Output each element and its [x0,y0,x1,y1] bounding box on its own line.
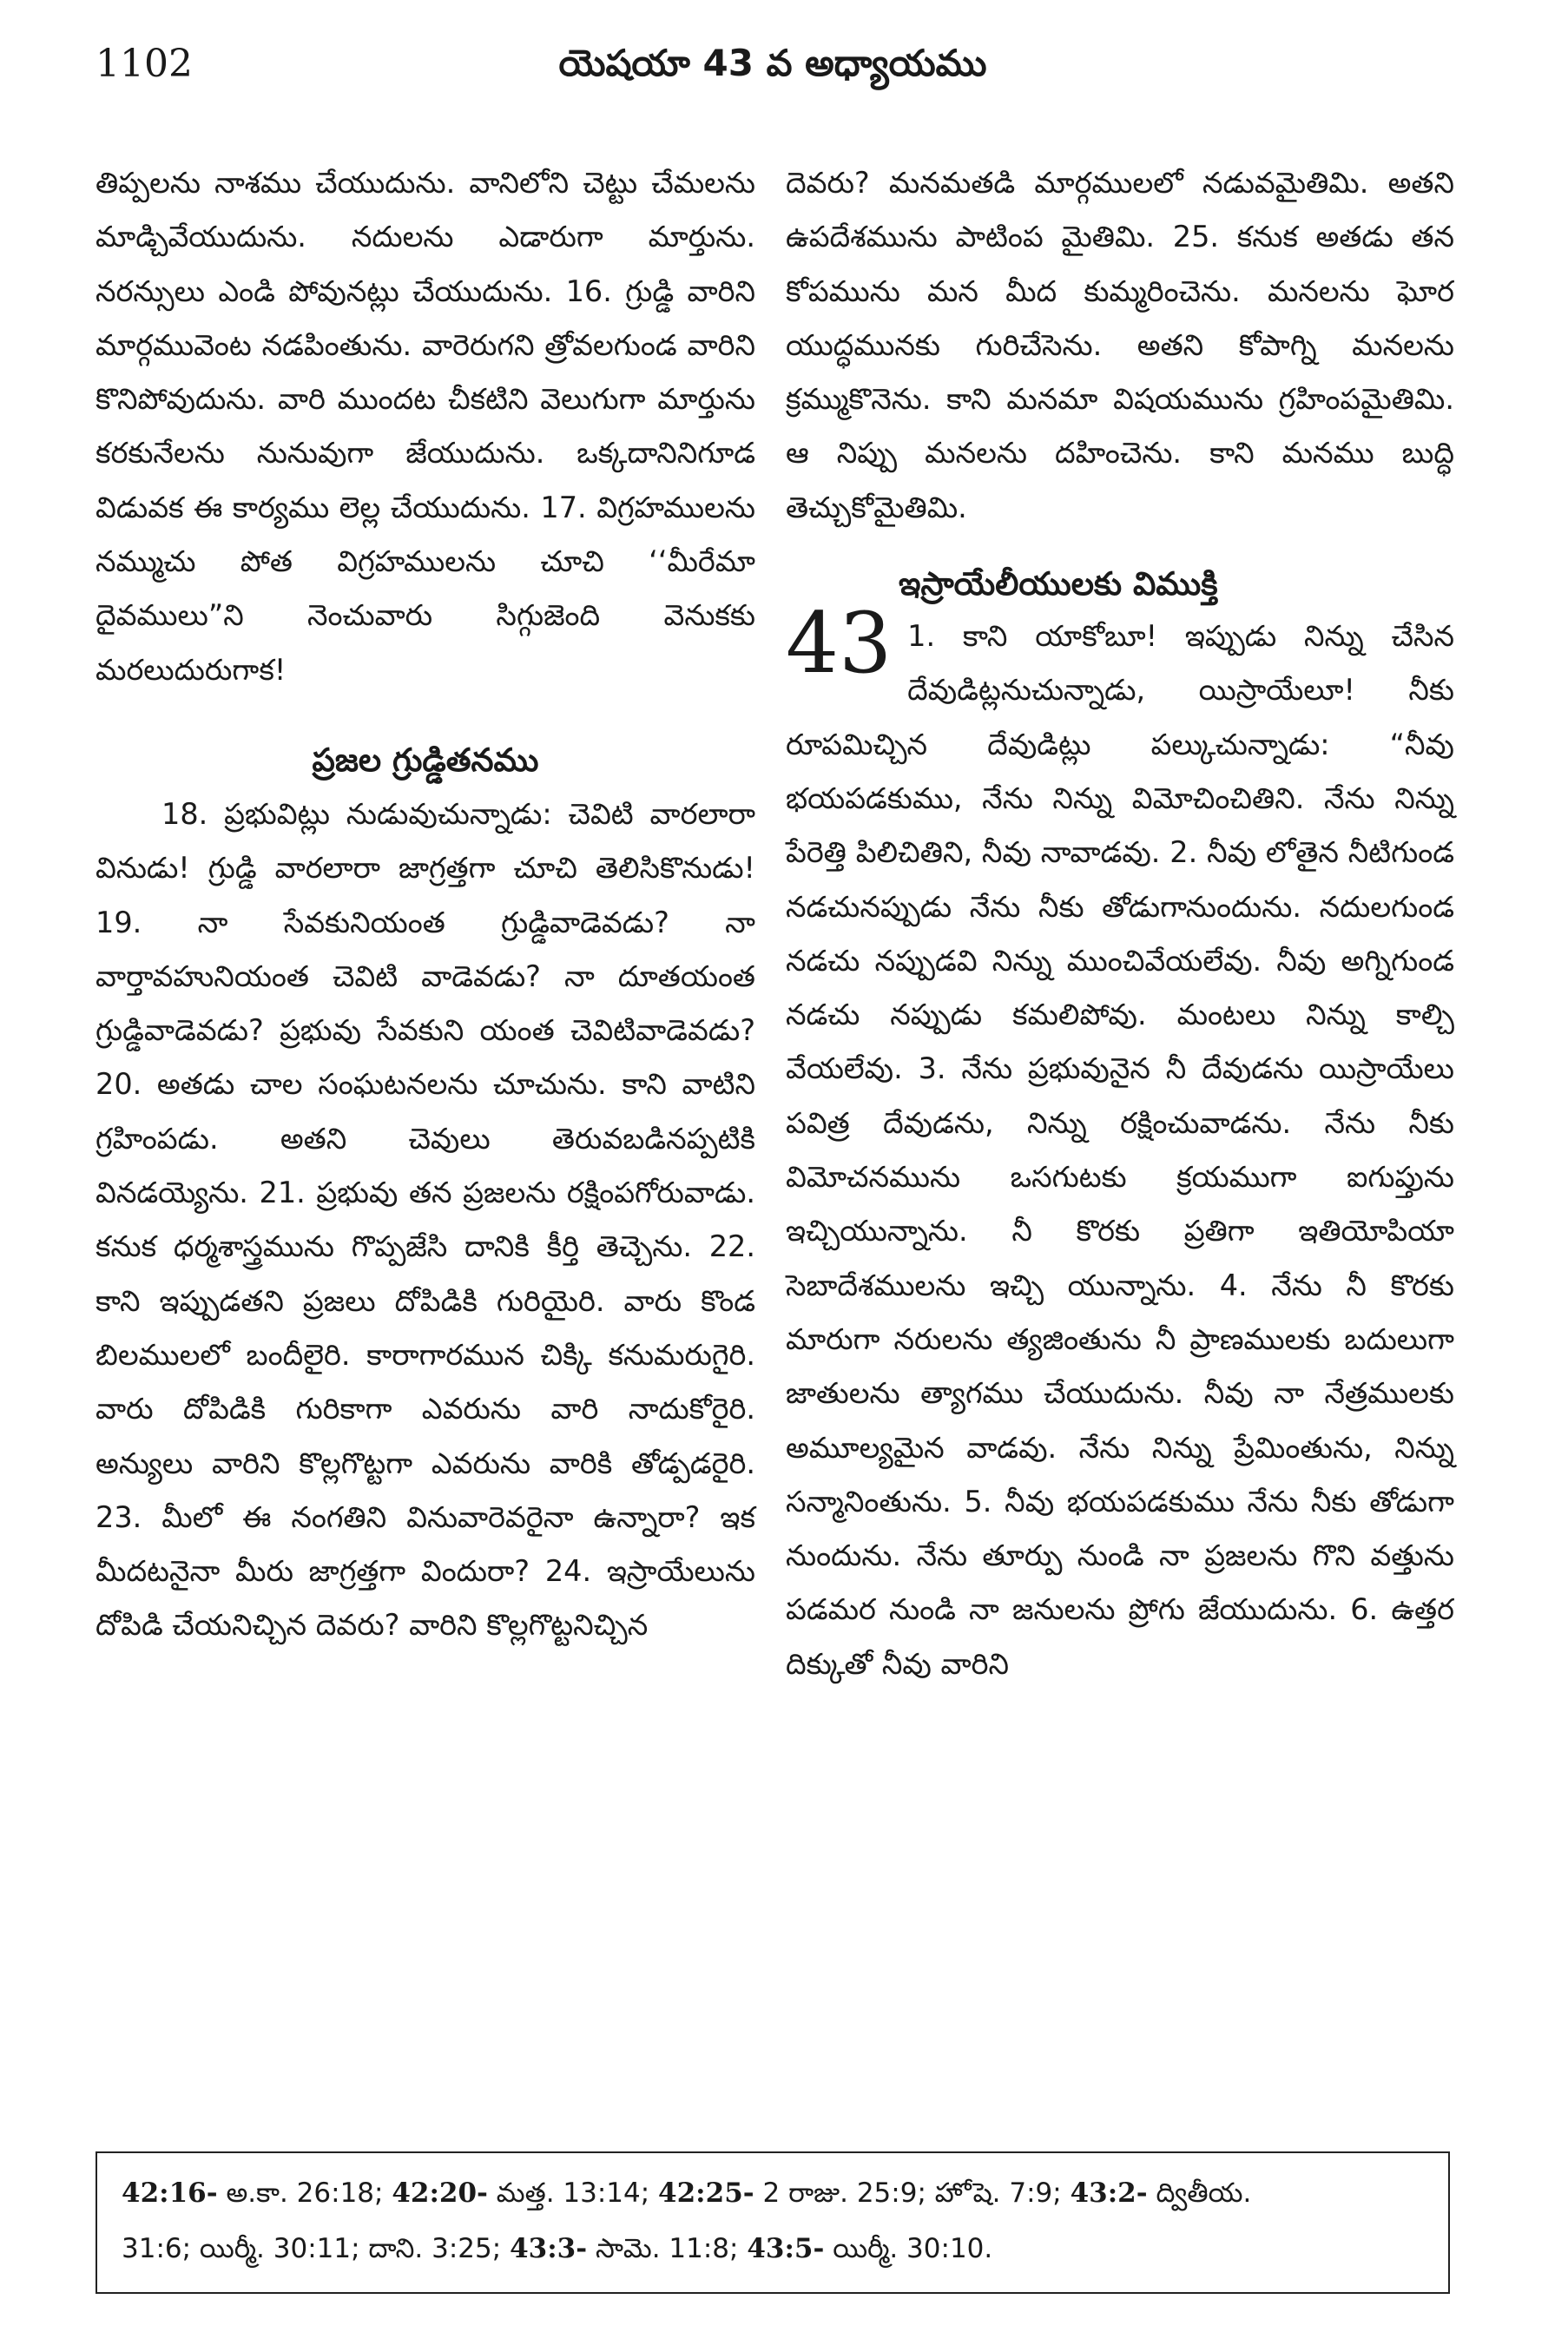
right-paragraph-2 [786,595,1454,1691]
footnote-text: అ.కా. 26:18; [217,2177,392,2209]
left-paragraph-2: 18. ప్రభువిట్లు నుడువుచున్నాడు: చెవిటి వారలారా వినుడు! గ్రుడ్డి వారలారా జాగ్రత్తగా చూచి తెలిసికొనుడు! 19. నా సేవకునియంత గ్రుడ్డివాడెవడు? నా వార్తావహునియంత చెవిటి వాడెవడు? నా దూతయంత గ్రుడ్డివాడెవడు? ప్రభువు సేవకుని యంత చెవిటివాడెవడు? 20. అతడు చాల సంఘటనలను చూచును. కాని వాటిని గ్రహింపడు. అతని చెవులు తెరువబడినప్పటికి వినడయ్యెను. 21. ప్రభువు తన ప్రజలను రక్షింపగోరువాడు. కనుక ధర్మశాస్త్రమును గొప్పజేసి దానికి కీర్తి తెచ్చెను. 22. కాని ఇప్పుడతని ప్రజలు దోపిడికి గురియైరి. వారు కొండ బిలములలో బందీలైరి. కారాగారమున చిక్కి కనుమరుగైరి. వారు దోపిడికి గురికాగా ఎవరును వారి నాదుకోరైరి. అన్యులు వారిని కొల్లగొట్టగా ఎవరును వారికి తోడ్పడరైరి. 23. మీలో ఈ నంగతిని వినువారెవరైనా ఉన్నారా? ఇక మీదటనైనా మీరు జాగ్రత్తగా విందురా? 24. ఇస్రాయేలును దోపిడి చేయనిచ్చిన దెవరు? వారిని కొల్లగొట్టనిచ్చిన [96,796,755,1643]
footnote-ref: 42:20- [392,2177,488,2209]
cross-reference-box [96,2151,1450,2294]
footnote-line-2 [122,2221,1424,2276]
chapter-number: 43 [786,595,893,693]
footnote-ref: 43:5- [747,2233,825,2264]
right-column [786,156,1454,1691]
footnote-ref: 43:3- [510,2233,588,2264]
page-number: 1102 [96,42,193,86]
footnote-ref: 42:25- [658,2177,754,2209]
footnote-line-1 [122,2165,1424,2221]
right-paragraph-1: దెవరు? మనమతడి మార్గములలో నడువమైతిమి. అతని ఉపదేశమును పాటింప మైతిమి. 25. కనుక అతడు తన కోపమును మన మీద కుమ్మరించెను. మనలను ఘోర యుద్ధమునకు గురిచేసెను. అతని కోపాగ్ని మనలను క్రమ్ముకొనెను. కాని మనమా విషయమును గ్రహింపమైతిమి. ఆ నిప్పు మనలను దహించెను. కాని మనము బుద్ధి తెచ్చుకోమైతిమి. [786,166,1454,524]
page-header [96,42,1450,102]
footnote-text: 31:6; యిర్మీ. 30:11; దాని. 3:25; [122,2233,511,2264]
chapter-heading: ఇస్రాయేలీయులకు విముక్తి [899,565,1218,603]
running-title: యెషయా 43 వ అధ్యాయము [558,42,987,84]
left-paragraph-1: తిప్పలను నాశము చేయుదును. వానిలోని చెట్టు చేమలను మాడ్చివేయుదును. నదులను ఎడారుగా మార్తును. నరన్సులు ఎండి పోవునట్లు చేయుదును. 16. గ్రుడ్డి వారిని మార్గమువెంట నడపింతును. వారెరుగని త్రోవలగుండ వారిని కొనిపోవుదును. వారి ముందట చీకటిని వెలుగుగా మార్తును కరకునేలను నునువుగా జేయుదును. ఒక్కదానినిగూడ విడువక ఈ కార్యము లెల్ల చేయుదును. 17. విగ్రహములను నమ్ముచు పోత విగ్రహములను చూచి ‘‘మీరేమా దైవములు”ని నెంచువారు సిగ్గుజెంది వెనుకకు మరలుదురుగాక! [96,166,755,687]
left-column [96,156,755,1653]
section-heading: ప్రజల గ్రుడ్డితనము [312,741,539,779]
footnote-ref: 43:2- [1070,2177,1148,2209]
footnote-text: 2 రాజు. 25:9; హోషె. 7:9; [754,2177,1071,2209]
footnote-ref: 42:16- [122,2177,218,2209]
footnote-text: యిర్మీ. 30:10. [824,2233,993,2264]
chapter-text: 1. కాని యాకోబూ! ఇప్పుడు నిన్ను చేసిన దేవుడిట్లనుచున్నాడు, యిస్రాయేలూ! నీకు రూపమిచ్చిన దేవుడిట్లు పల్కుచున్నాడు: “నీవు భయపడకుము, నేను నిన్ను విమోచించితిని. నేను నిన్ను పేరెత్తి పిలిచితిని, నీవు నావాడవు. 2. నీవు లోతైన నీటిగుండ నడచునప్పుడు నేను నీకు తోడుగానుందును. నదులగుండ నడచు నప్పుడవి నిన్ను ముంచివేయలేవు. నీవు అగ్నిగుండ నడచు నప్పుడు కమలిపోవు. మంటలు నిన్ను కాల్చి వేయలేవు. 3. నేను ప్రభువునైన నీ దేవుడను యిస్రాయేలు పవిత్ర దేవుడను, నిన్ను రక్షించువాడను. నేను నీకు విమోచనమును ఒసగుటకు క్రయముగా ఐగుప్తును ఇచ్చియున్నాను. నీ కొరకు ప్రతిగా ఇతియోపియా సెబాదేశములను ఇచ్చి యున్నాను. 4. నేను నీ కొరకు మారుగా నరులను త్యజింతును నీ ప్రాణములకు బదులుగా జాతులను త్యాగము చేయుదును. నీవు నా నేత్రములకు అమూల్యమైన వాడవు. నేను నిన్ను ప్రేమింతును, నిన్ను సన్మానింతును. 5. నీవు భయపడకుము నేను నీకు తోడుగా నుందును. నేను తూర్పు నుండి నా ప్రజలను గొని వత్తును పడమర నుండి నా జనులను ప్రోగు జేయుదును. 6. ఉత్తర దిక్కుతో నీవు వారిని [786,619,1454,1681]
footnote-text: మత్త. 13:14; [487,2177,659,2209]
footnote-text: సామె. 11:8; [587,2233,748,2264]
footnote-text: ద్వితీయ. [1147,2177,1252,2209]
